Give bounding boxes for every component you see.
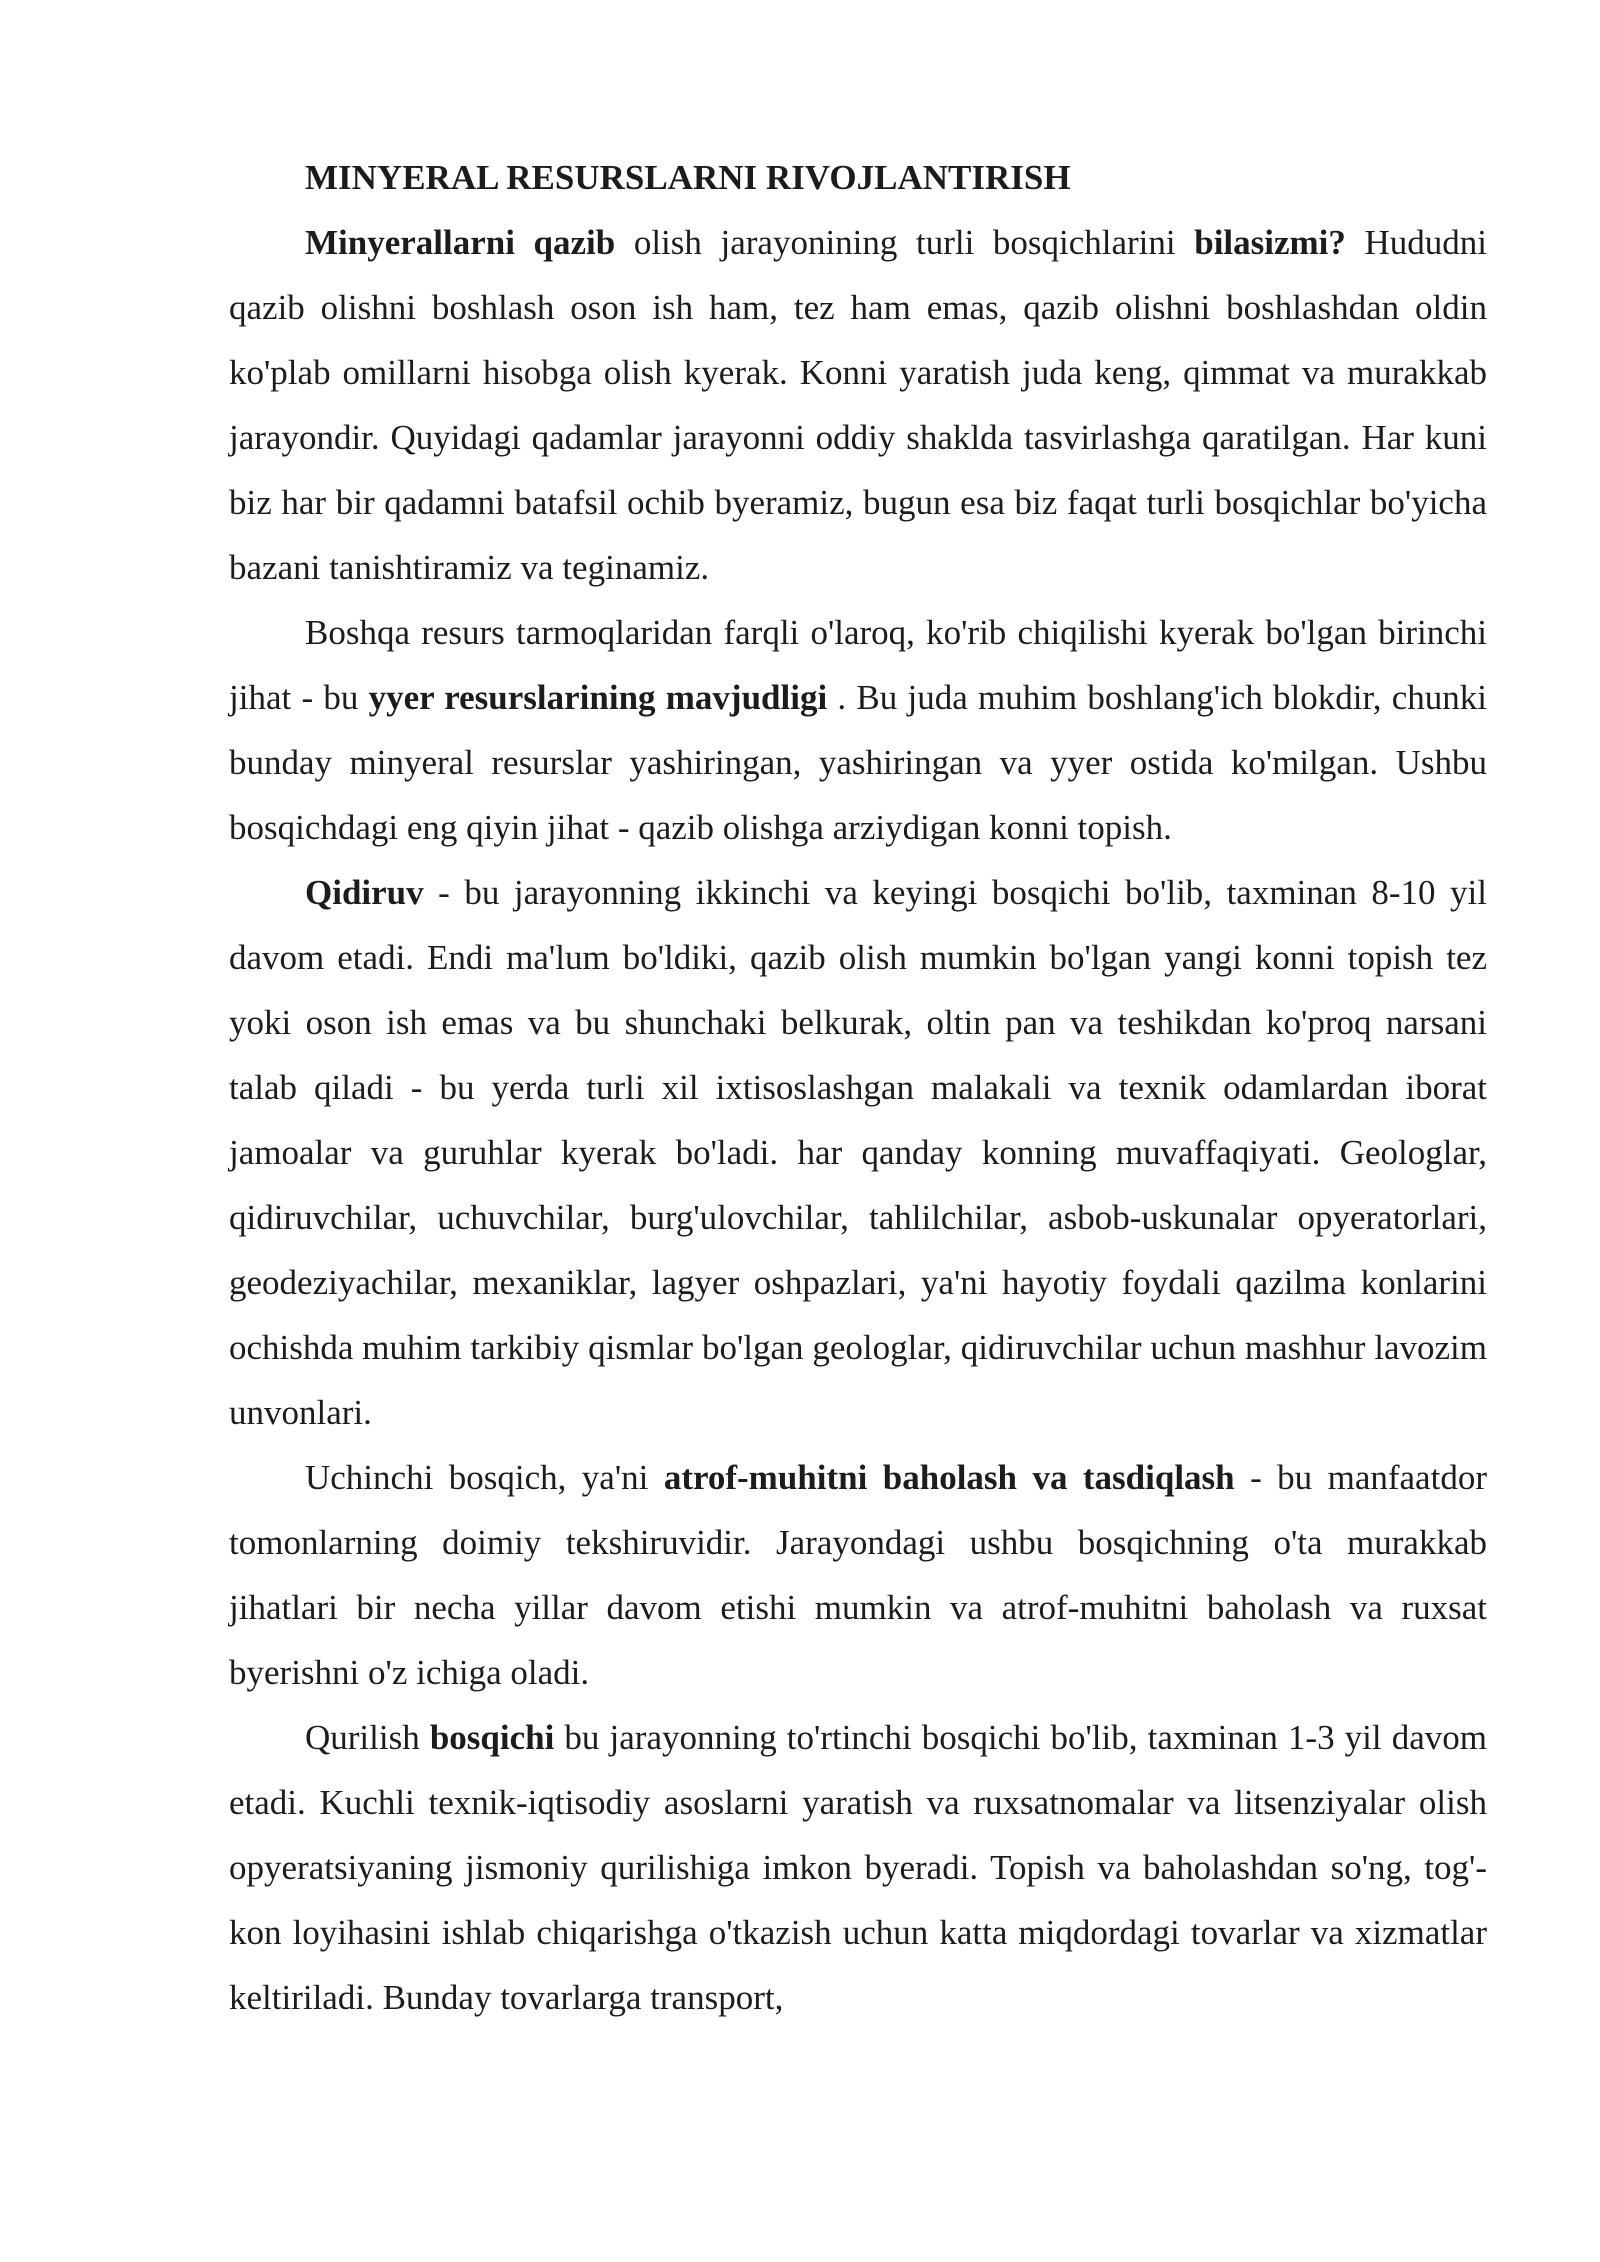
bold-phrase: bosqichi [429,1718,555,1757]
paragraph-text: Qurilish [305,1718,430,1757]
paragraph-text: - bu jarayonning ikkinchi va keyingi bosqichi bo'lib, taxminan 8-10 yil davom etadi. Endi ma'lum bo'ldiki, qazib olish mumkin bo'lgan yangi konni topish tez yoki oson ish emas va bu shunchaki belkurak, oltin pan va teshikdan ko'proq narsani talab qiladi - bu yerda turli xil ixtisoslashgan malakali va texnik odamlardan iborat jamoalar va guruhlar kyerak bo'ladi. har qanday konning muvaffaqiyati. Geologlar, qidiruvchilar, uchuvchilar, burg'ulovchilar, tahlilchilar, asbob-uskunalar opyeratorlari, geodeziyachilar, mexaniklar, lagyer oshpazlari, ya'ni hayotiy foydali qazilma konlarini ochishda muhim tarkibiy qismlar bo'lgan geologlar, qidiruvchilar uchun mashhur lavozim unvonlari. [229,873,1487,1432]
paragraph-text: . Bu juda muhim boshlang'ich blokdir, chunki bunday minyeral resurslar yashiringan, yashiringan va yyer ostida ko'milgan. Ushbu bosqichdagi eng qiyin jihat - qazib olishga arziydigan konni topish. [229,678,1487,847]
bold-phrase: Minyerallarni qazib [305,223,616,262]
paragraph-text: Uchinchi bosqich, ya'ni [305,1458,664,1497]
paragraph-text: bu jarayonning to'rtinchi bosqichi bo'lib, taxminan 1-3 yil davom etadi. Kuchli texnik-iqtisodiy asoslarni yaratish va ruxsatnomalar va litsenziyalar olish opyeratsiyaning jismoniy qurilishiga imkon byeradi. Topish va baholashdan so'ng, tog'-kon loyihasini ishlab chiqarishga o'tkazish uchun katta miqdordagi tovarlar va xizmatlar keltiriladi. Bunday tovarlarga transport, [229,1718,1487,2017]
paragraph-text: Boshqa resurs tarmoqlaridan farqli o'laroq, ko'rib chiqilishi kyerak bo'lgan birinchi jihat - bu [229,613,1487,717]
paragraph-4 [229,1445,1487,1705]
paragraph-2 [229,600,1487,860]
bold-phrase: bilasizmi? [1194,223,1346,262]
paragraph-3 [229,860,1487,1445]
paragraph-text: Hududni qazib olishni boshlash oson ish ham, tez ham emas, qazib olishni boshlashdan oldin ko'plab omillarni hisobga olish kyerak. Konni yaratish juda keng, qimmat va murakkab jarayondir. Quyidagi qadamlar jarayonni oddiy shaklda tasvirlashga qaratilgan. Har kuni biz har bir qadamni batafsil ochib byeramiz, bugun esa biz faqat turli bosqichlar bo'yicha bazani tanishtiramiz va teginamiz. [229,223,1488,587]
bold-phrase: atrof-muhitni baholash va tasdiqlash [663,1458,1235,1497]
paragraph-text: - bu manfaatdor tomonlarning doimiy tekshiruvidir. Jarayondagi ushbu bosqichning o'ta murakkab jihatlari bir necha yillar davom etishi mumkin va atrof-muhitni baholash va ruxsat byerishni o'z ichiga oladi. [229,1458,1487,1692]
bold-phrase: yyer resurslarining mavjudligi [368,678,828,717]
document-title: MINYERAL RESURSLARNI RIVOJLANTIRISH [305,158,1071,197]
paragraph-5 [229,1705,1487,2030]
document-page [229,145,1487,2030]
paragraph-1 [229,210,1487,600]
paragraph-text: olish jarayonining turli bosqichlarini [615,223,1195,262]
bold-phrase: Qidiruv [305,873,424,912]
